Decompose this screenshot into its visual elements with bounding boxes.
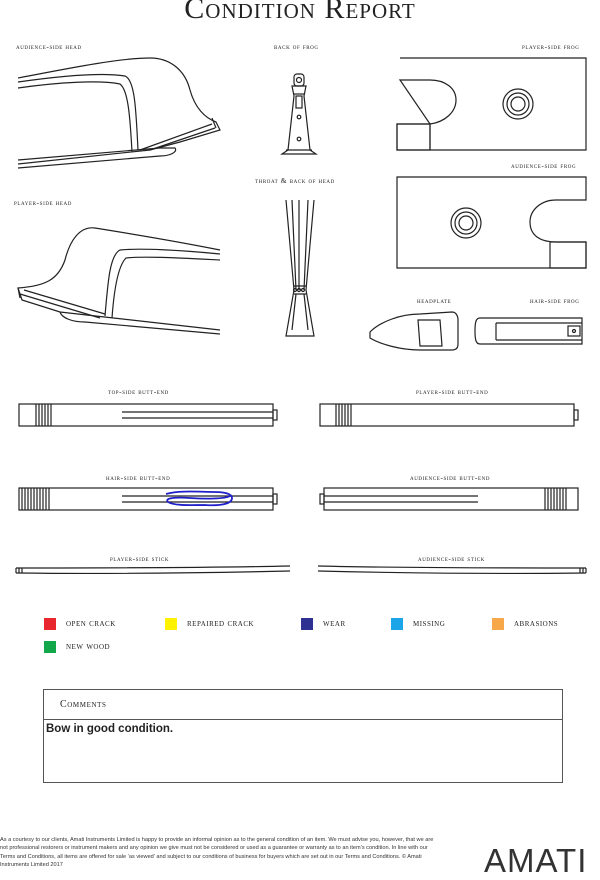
label-throat-back-of-head: throat & back of head bbox=[255, 176, 335, 185]
legend-swatch bbox=[44, 618, 56, 630]
legend-swatch bbox=[492, 618, 504, 630]
label-audience-side-stick: audience-side stick bbox=[418, 554, 485, 563]
legend-open-crack bbox=[44, 618, 116, 630]
legend-swatch bbox=[301, 618, 313, 630]
page-title: Condition Report bbox=[184, 0, 416, 25]
legend-missing bbox=[391, 618, 445, 630]
label-top-side-butt-end: top-side butt-end bbox=[108, 387, 169, 396]
comments-box bbox=[43, 689, 563, 783]
legend-new-wood bbox=[44, 641, 110, 653]
legend-label: repaired crack bbox=[187, 619, 255, 629]
legend-label: abrasions bbox=[514, 619, 559, 629]
comments-text[interactable]: Bow in good condition. bbox=[46, 723, 174, 735]
amati-logo: AMATI bbox=[484, 842, 588, 879]
legend-swatch bbox=[165, 618, 177, 630]
legend-repaired-crack bbox=[165, 618, 254, 630]
label-audience-side-butt-end: audience-side butt-end bbox=[410, 473, 491, 482]
label-player-side-head: player-side head bbox=[14, 198, 72, 207]
label-player-side-frog: player-side frog bbox=[522, 42, 580, 51]
label-player-side-stick: player-side stick bbox=[110, 554, 170, 563]
comments-heading: Comments bbox=[44, 690, 562, 720]
disclaimer: As a courtesy to our clients, Amati Instruments Limited is happy to provide an informal opinion as to the general condition of an item. We must advise you, however, that we are not professional restorers or instrument makers and any opinion we give must not be considered or used as a guarantee or warranty as to an item’s condition. In line with our Terms and Conditions, all items are offered for sale ‘as viewed’ and subject to our conditions of business for buyers which are set out in our Terms and Conditions. © Amati Instruments Limited 2017 bbox=[0, 837, 434, 868]
legend-abrasions bbox=[492, 618, 558, 630]
label-hair-side-frog: hair-side frog bbox=[530, 296, 580, 305]
label-audience-side-head: audience-side head bbox=[16, 42, 82, 51]
label-audience-side-frog: audience-side frog bbox=[511, 161, 577, 170]
legend-swatch bbox=[391, 618, 403, 630]
legend-label: open crack bbox=[66, 619, 116, 629]
legend-label: new wood bbox=[66, 642, 111, 652]
label-back-of-frog: back of frog bbox=[274, 42, 319, 51]
label-player-side-butt-end: player-side butt-end bbox=[416, 387, 489, 396]
label-hair-side-butt-end: hair-side butt-end bbox=[106, 473, 171, 482]
legend-swatch bbox=[44, 641, 56, 653]
label-headplate: headplate bbox=[417, 296, 452, 305]
legend-label: wear bbox=[323, 619, 346, 629]
legend-wear bbox=[301, 618, 346, 630]
legend-label: missing bbox=[413, 619, 446, 629]
